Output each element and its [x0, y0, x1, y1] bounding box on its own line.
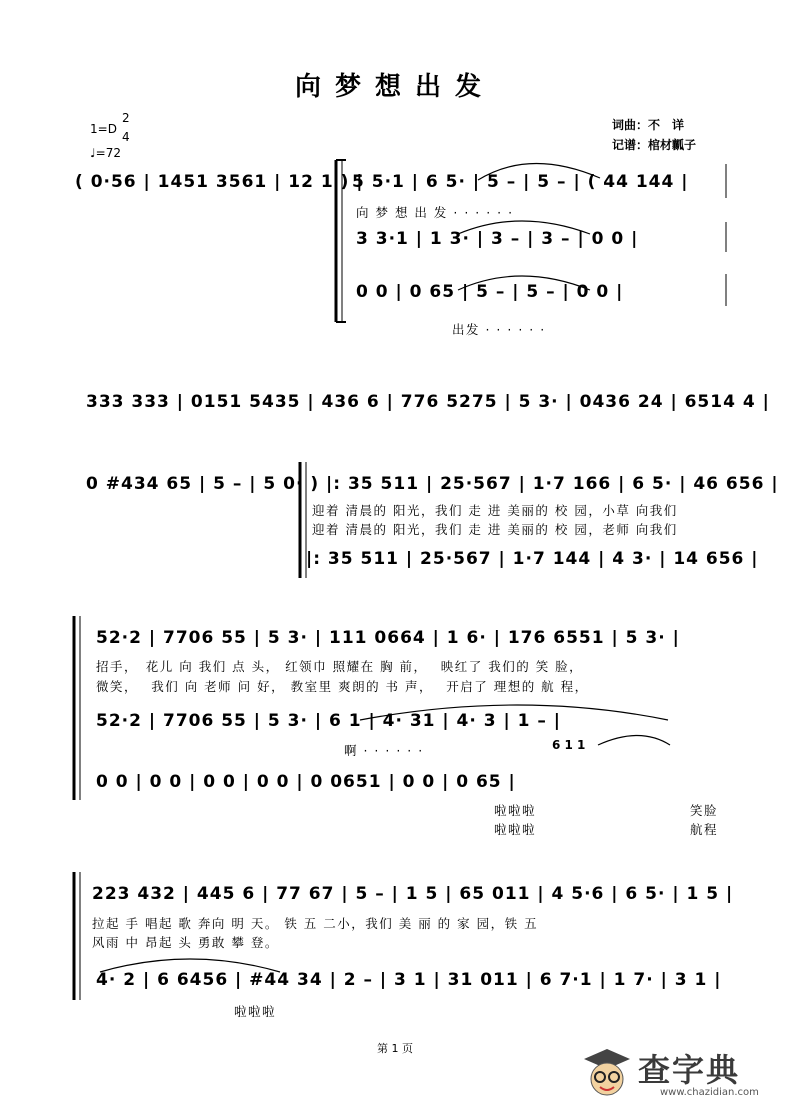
tempo-marking: ♩=72: [90, 146, 121, 160]
transcriber-credit: 记谱：棺材瓤子: [612, 138, 697, 152]
system1-top-line: 5 5·1 | 6 5· | 5 – | 5 – | ( 44 144 |: [352, 172, 689, 192]
line5-low-lyric: 啦啦啦: [234, 1004, 277, 1019]
line4-low-lyric-a1: 啦啦啦: [494, 803, 537, 818]
line4-low-lyric-b2: 航程: [690, 822, 719, 837]
watermark-url: www.chazidian.com: [660, 1087, 759, 1098]
intro-line: ( 0·56 | 1451 3561 | 12 1 ) |: [75, 172, 364, 192]
line4-mid-music: 52·2 | 7706 55 | 5 3· | 6 1 | 4· 31 | 4· 3 | 1 – |: [96, 711, 561, 731]
line2-music: 333 333 | 0151 5435 | 436 6 | 776 5275 | 5 3· | 0436 24 | 6514 4 |: [86, 392, 770, 412]
line5-music: 223 432 | 445 6 | 77 67 | 5 – | 1 5 | 65 011 | 4 5·6 | 6 5· | 1 5 |: [92, 884, 734, 904]
line3-music: 0 #434 65 | 5 – | 5 0· ) |: 35 511 | 25·567 | 1·7 166 | 6 5· | 46 656 |: [86, 474, 779, 494]
system1-mid-line: 3 3·1 | 1 3· | 3 – | 3 – | 0 0 |: [356, 229, 639, 249]
page-number: 第 1 页: [377, 1042, 413, 1055]
line3-low-music: |: 35 511 | 25·567 | 1·7 144 | 4 3· | 14 656 |: [306, 549, 759, 569]
line4-lyric-2: 微笑， 我们 向 老师 问 好， 教室里 爽朗的 书 声， 开启了 理想的 航 程，: [96, 679, 589, 694]
line3-lyric-2: 迎着 清晨的 阳光，我们 走 进 美丽的 校 园，老师 向我们: [312, 522, 678, 537]
key-signature: 1=D: [90, 122, 117, 136]
system1-low-line: 0 0 | 0 65 | 5 – | 5 – | 0 0 |: [356, 282, 624, 302]
line4-lyric-1: 招手， 花儿 向 我们 点 头， 红领巾 照耀在 胸 前， 映红了 我们的 笑 脸，: [96, 659, 584, 674]
line4-mid-lyric: 啊 · · · · · ·: [344, 743, 424, 758]
system1-low-lyric: 出发 · · · · · ·: [452, 322, 546, 337]
lyricist-credit: 词曲：不 详: [612, 118, 685, 132]
system1-top-lyric: 向 梦 想 出 发 · · · · · ·: [356, 205, 514, 220]
page-title: 向梦想出发: [294, 72, 495, 102]
line5-low-music: 4· 2 | 6 6456 | #44 34 | 2 – | 3 1 | 31 011 | 6 7·1 | 1 7· | 3 1 |: [96, 970, 722, 990]
watermark-logo: [578, 1043, 768, 1107]
line4-music: 52·2 | 7706 55 | 5 3· | 111 0664 | 1 6· | 176 6551 | 5 3· |: [96, 628, 680, 648]
line4-low-music: 0 0 | 0 0 | 0 0 | 0 0 | 0 0651 | 0 0 | 0 65 |: [96, 772, 516, 792]
time-signature-top: 2: [122, 111, 130, 125]
line4-low-lyric-a2: 啦啦啦: [494, 822, 537, 837]
line4-mid-under-notes: 6 1 1: [552, 738, 586, 752]
line3-lyric-1: 迎着 清晨的 阳光，我们 走 进 美丽的 校 园，小草 向我们: [312, 503, 678, 518]
time-signature-bottom: 4: [122, 130, 130, 144]
mascot-icon: [578, 1043, 636, 1103]
watermark-text: 查字典: [638, 1051, 741, 1089]
line5-lyric-2: 风雨 中 昂起 头 勇敢 攀 登。: [92, 935, 279, 950]
line5-lyric-1: 拉起 手 唱起 歌 奔向 明 天。 铁 五 二小，我们 美 丽 的 家 园，铁 五: [92, 916, 539, 931]
line4-low-lyric-b1: 笑脸: [690, 803, 719, 818]
